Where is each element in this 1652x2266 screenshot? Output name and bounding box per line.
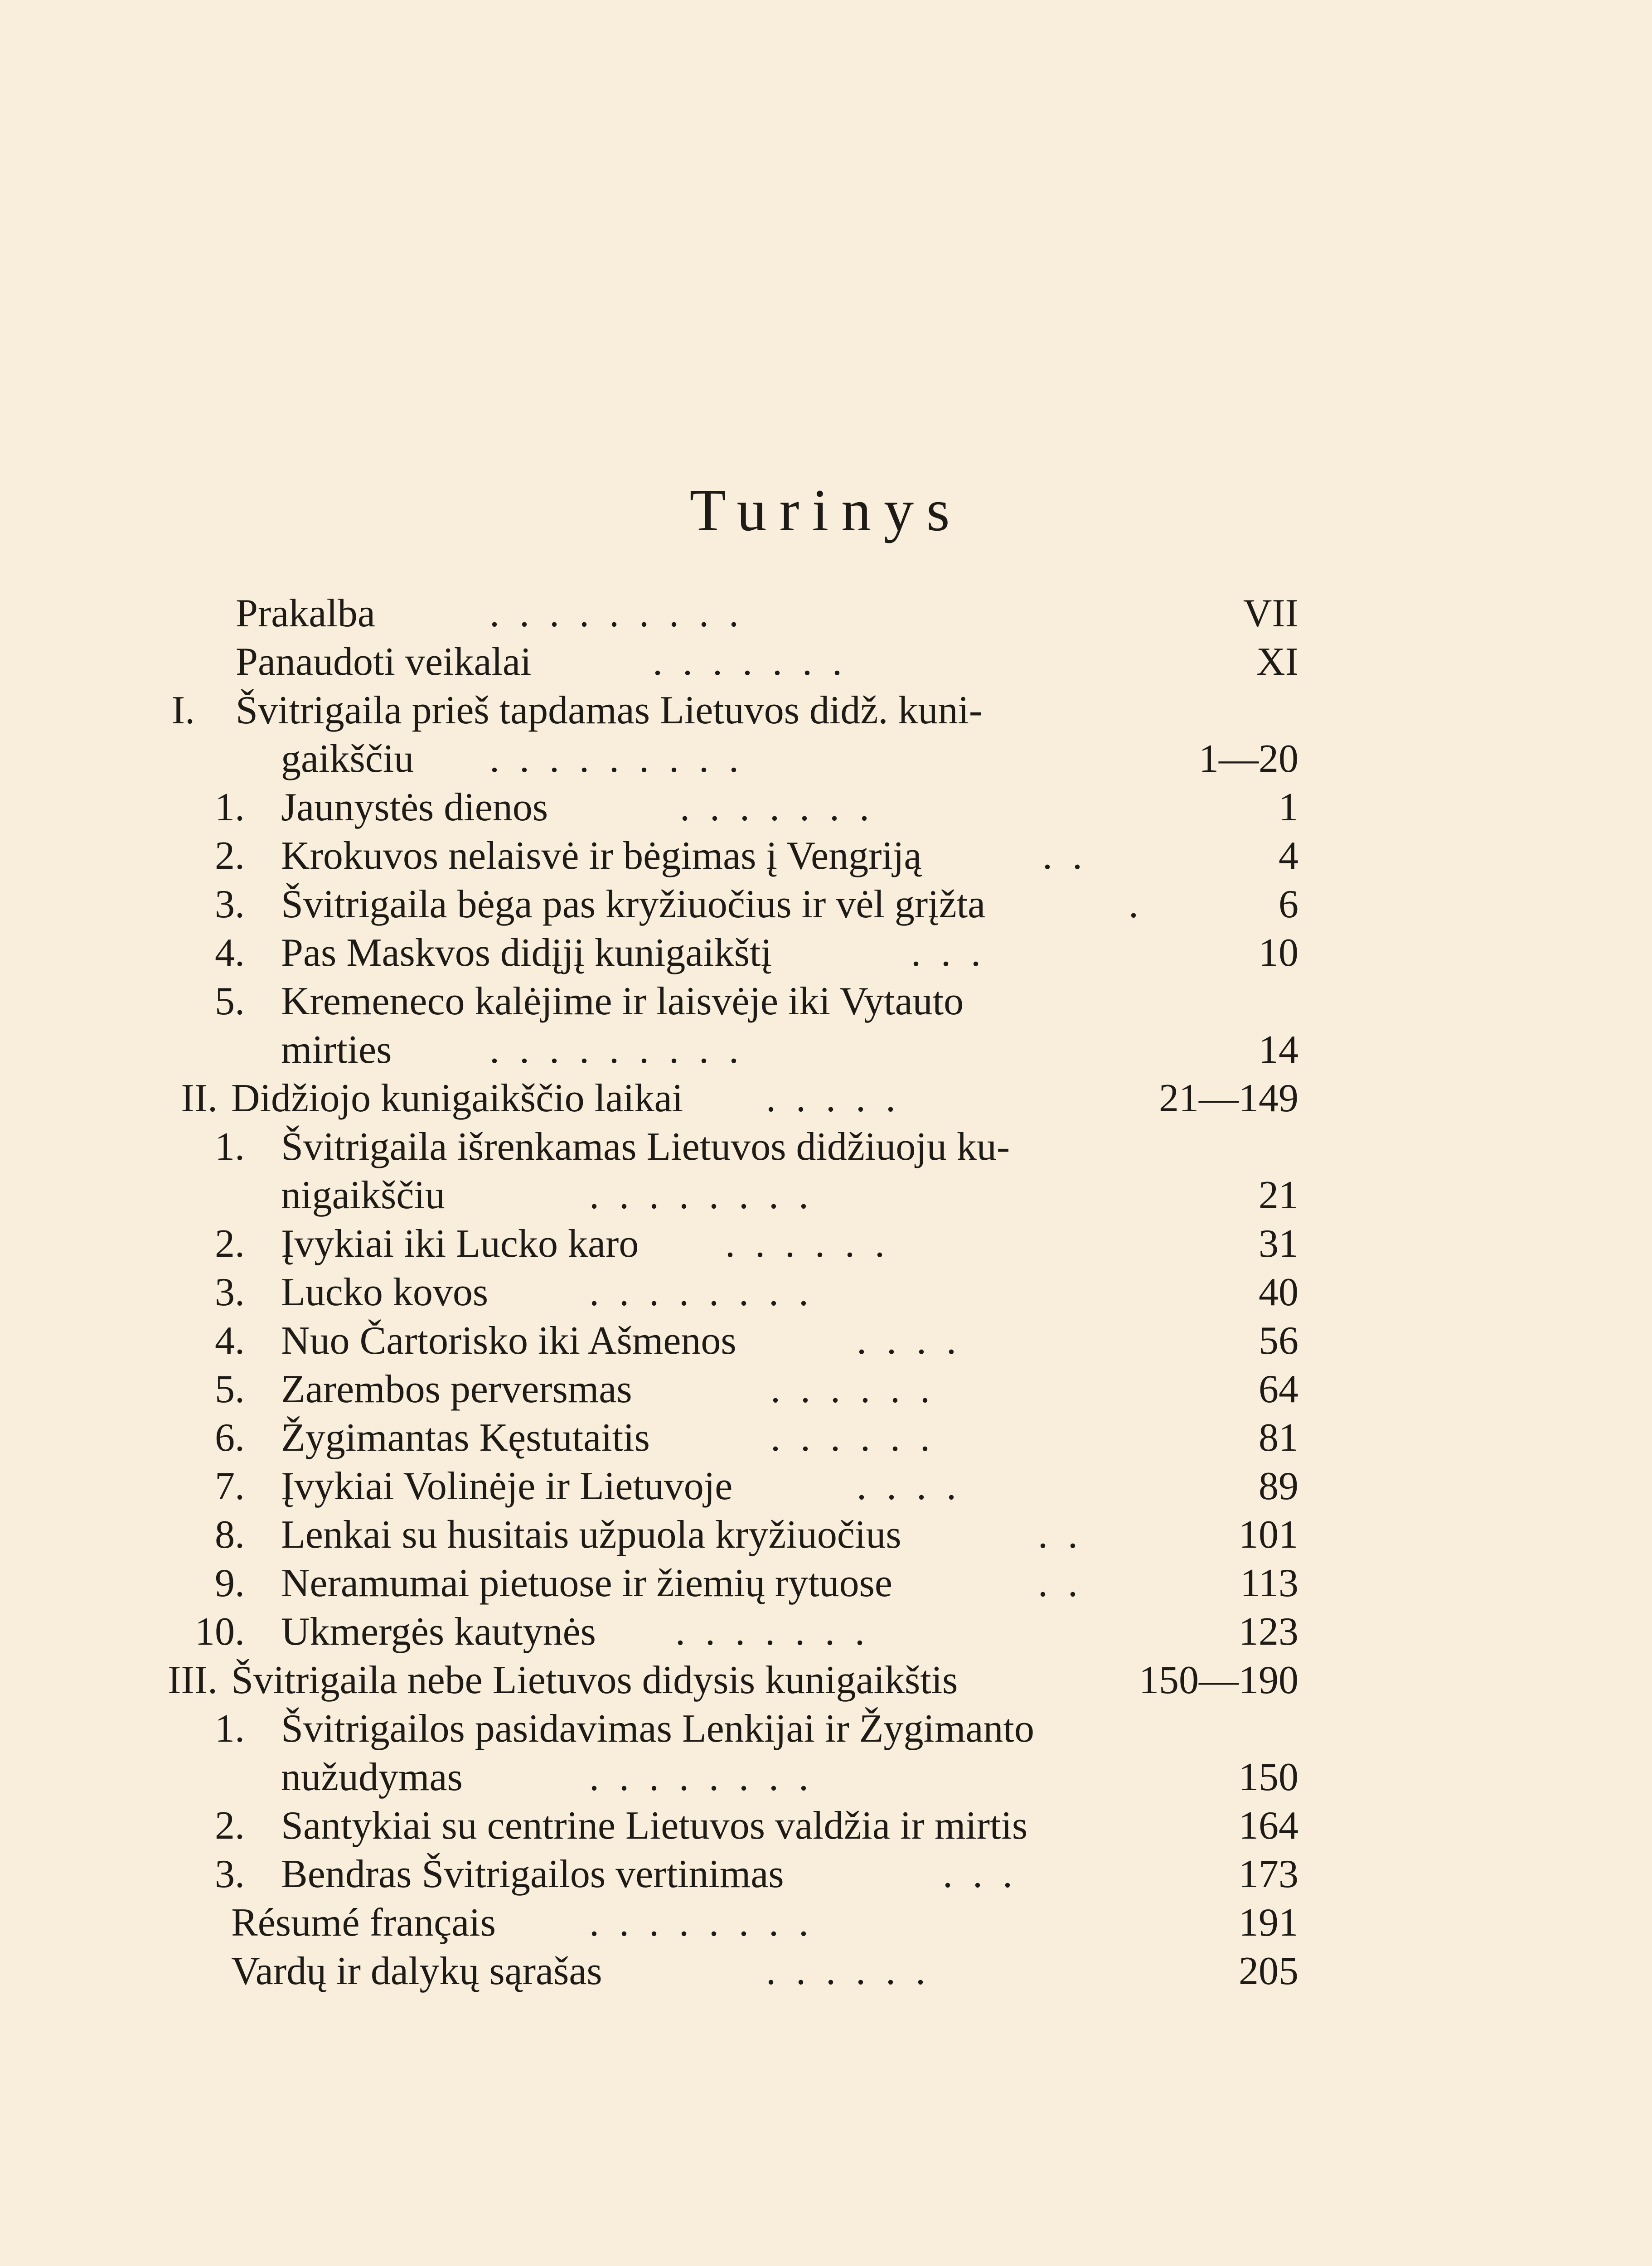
toc-entry-title: Jaunystės dienos — [281, 785, 548, 829]
toc-entry-title: Švitrigaila bėga pas kryžiuočius ir vėl grįžta — [281, 882, 986, 926]
toc-entry — [0, 1511, 1652, 1559]
toc-entry — [0, 686, 1652, 735]
toc-entry — [0, 977, 1652, 1026]
toc-entry-title: Nuo Čartorisko iki Ašmenos — [281, 1319, 736, 1363]
toc-entry — [0, 1947, 1652, 1995]
toc-entry-title: Bendras Švitrigailos vertinimas — [281, 1852, 784, 1896]
toc-entry-title: Švitrigaila nebe Lietuvos didysis kunigaikštis — [231, 1658, 958, 1702]
toc-entry-page: 56 — [1259, 1319, 1298, 1363]
toc-entry-page: 123 — [1239, 1610, 1298, 1654]
toc-entry-number: 10. — [195, 1610, 245, 1654]
toc-entry-leader-dots: . . — [1042, 834, 1082, 878]
toc-entry-number: III. — [168, 1658, 218, 1702]
toc-entry-title: Prakalba — [236, 591, 375, 635]
toc-entry-number: 1. — [215, 1707, 245, 1751]
toc-entry-page: XI — [1256, 640, 1298, 684]
page-title: Turinys — [689, 477, 963, 543]
toc-entry-title: Panaudoti veikalai — [236, 640, 532, 684]
toc-entry-leader-dots: . . . . . . — [766, 1949, 925, 1993]
toc-entry-leader-dots: . . . . . . — [725, 1222, 885, 1266]
toc-entry — [0, 1317, 1652, 1365]
toc-entry-leader-dots: . . . . . . . — [680, 785, 869, 829]
toc-entry-number: 5. — [215, 1367, 245, 1411]
toc-entry-page: 64 — [1259, 1367, 1298, 1411]
toc-entry-page: 89 — [1259, 1464, 1298, 1508]
toc-entry-leader-dots: . . . — [911, 931, 981, 975]
toc-entry-number: I. — [171, 688, 195, 732]
toc-entry-title: Lenkai su husitais užpuola kryžiuočius — [281, 1513, 901, 1557]
toc-entry-title: Neramumai pietuose ir žiemių rytuose — [281, 1561, 892, 1605]
toc-entry-number: 2. — [215, 1222, 245, 1266]
toc-entry-number: 2. — [215, 1804, 245, 1848]
toc-entry-title: Didžiojo kunigaikščio laikai — [231, 1076, 683, 1120]
toc-entry-title: Ukmergės kautynės — [281, 1610, 596, 1654]
toc-entry-title: Résumé français — [231, 1901, 496, 1945]
toc-entry — [0, 1074, 1652, 1123]
toc-entry-leader-dots: . . . . . . . . . — [489, 591, 739, 635]
toc-entry-page: 173 — [1239, 1852, 1298, 1896]
toc-entry-title: Krokuvos nelaisvė ir bėgimas į Vengriją — [281, 834, 922, 878]
toc-entry-page: 31 — [1259, 1222, 1298, 1266]
toc-entry-leader-dots: . . . . . — [766, 1076, 896, 1120]
toc-entry-leader-dots: . . . . . . . — [653, 640, 842, 684]
toc-entry-page: 14 — [1259, 1028, 1298, 1072]
toc-entry-leader-dots: . . . — [943, 1852, 1013, 1896]
toc-entry-number: 8. — [215, 1513, 245, 1557]
toc-entry-page: 101 — [1239, 1513, 1298, 1557]
toc-entry-number: 4. — [215, 1319, 245, 1363]
toc-entry — [0, 1559, 1652, 1608]
toc-entry — [0, 1220, 1652, 1268]
toc-entry-title: Pas Maskvos didįjį kunigaikštį — [281, 931, 772, 975]
toc-entry — [0, 735, 1652, 783]
toc-entry-title: nužudymas — [281, 1755, 463, 1799]
toc-entry-title: nigaikščiu — [281, 1173, 445, 1217]
toc-entry-leader-dots: . . . . . . — [770, 1416, 930, 1460]
toc-entry-leader-dots: . . . . . . . — [675, 1610, 865, 1654]
toc-entry-leader-dots: . . . . . . — [770, 1367, 930, 1411]
toc-entry-title: Įvykiai Volinėje ir Lietuvoje — [281, 1464, 733, 1508]
toc-entry — [0, 1026, 1652, 1074]
toc-entry-number: 3. — [215, 1270, 245, 1314]
toc-entry-page: 81 — [1259, 1416, 1298, 1460]
toc-entry — [0, 1608, 1652, 1656]
toc-entry-title: Švitrigailos pasidavimas Lenkijai ir Žygimanto — [281, 1707, 1034, 1751]
toc-entry — [0, 880, 1652, 929]
toc-entry-page: 1 — [1279, 785, 1298, 829]
toc-entry — [0, 1753, 1652, 1801]
toc-entry-title: Švitrigaila prieš tapdamas Lietuvos didž. kuni- — [236, 688, 983, 732]
toc-entry-title: Lucko kovos — [281, 1270, 489, 1314]
toc-entry-leader-dots: . . — [1038, 1513, 1078, 1557]
toc-entry-number: 2. — [215, 834, 245, 878]
toc-entry-page: 40 — [1259, 1270, 1298, 1314]
toc-entry-page: 150—190 — [1139, 1658, 1298, 1702]
toc-entry — [0, 638, 1652, 686]
toc-entry-leader-dots: . . . . . . . . . — [489, 1028, 739, 1072]
toc-entry-title: Vardų ir dalykų sąrašas — [231, 1949, 602, 1993]
toc-entry-page: 191 — [1239, 1901, 1298, 1945]
toc-entry-number: II. — [181, 1076, 218, 1120]
toc-entry — [0, 1656, 1652, 1704]
toc-entry-number: 1. — [215, 785, 245, 829]
toc-entry-page: 4 — [1279, 834, 1298, 878]
toc-entry-page: 21—149 — [1159, 1076, 1298, 1120]
toc-entry-title: mirties — [281, 1028, 392, 1072]
toc-entry — [0, 783, 1652, 832]
toc-entry-page: 21 — [1259, 1173, 1298, 1217]
toc-entry-page: 1—20 — [1199, 737, 1298, 781]
toc-entry-page: 6 — [1279, 882, 1298, 926]
toc-entry — [0, 1123, 1652, 1171]
toc-entry-leader-dots: . . . . — [857, 1464, 956, 1508]
toc-entry-leader-dots: . . . . . . . . — [589, 1901, 809, 1945]
toc-entry — [0, 832, 1652, 880]
toc-entry-page: VII — [1243, 591, 1298, 635]
toc-entry-leader-dots: . . . . . . . . — [589, 1270, 809, 1314]
toc-entry-number: 9. — [215, 1561, 245, 1605]
toc-entry-title: Kremeneco kalėjime ir laisvėje iki Vytauto — [281, 979, 964, 1023]
toc-entry — [0, 1414, 1652, 1462]
toc-entry-leader-dots: . — [1129, 882, 1138, 926]
toc-entry-page: 10 — [1259, 931, 1298, 975]
toc-entry — [0, 929, 1652, 977]
toc-entry — [0, 1365, 1652, 1414]
toc-entry-number: 1. — [215, 1125, 245, 1169]
toc-entry — [0, 1268, 1652, 1317]
toc-entry-title: Švitrigaila išrenkamas Lietuvos didžiuoju ku- — [281, 1125, 1010, 1169]
toc-entry-title: Žygimantas Kęstutaitis — [281, 1416, 650, 1460]
toc-entry-title: Santykiai su centrine Lietuvos valdžia ir mirtis — [281, 1804, 1028, 1848]
toc-entry-title: Įvykiai iki Lucko karo — [281, 1222, 639, 1266]
toc-entry — [0, 589, 1652, 638]
toc-entry-number: 6. — [215, 1416, 245, 1460]
toc-entry-leader-dots: . . . . . . . . — [589, 1755, 809, 1799]
toc-entry — [0, 1462, 1652, 1511]
toc-entry — [0, 1801, 1652, 1850]
toc-entry — [0, 1704, 1652, 1753]
toc-entry-title: Zarembos perversmas — [281, 1367, 632, 1411]
toc-entry-page: 150 — [1239, 1755, 1298, 1799]
toc-entry-leader-dots: . . . . . . . . . — [489, 737, 739, 781]
toc-entry-leader-dots: . . . . . . . . — [589, 1173, 809, 1217]
toc-entry — [0, 1171, 1652, 1220]
toc-entry-number: 5. — [215, 979, 245, 1023]
toc-entry-title: gaikščiu — [281, 737, 414, 781]
toc-entry-number: 3. — [215, 882, 245, 926]
toc-entry-number: 3. — [215, 1852, 245, 1896]
toc-entry-page: 205 — [1239, 1949, 1298, 1993]
toc-entry — [0, 1898, 1652, 1947]
toc-entry — [0, 1850, 1652, 1898]
toc-entry-leader-dots: . . . . — [857, 1319, 956, 1363]
toc-entry-leader-dots: . . — [1038, 1561, 1078, 1605]
toc-entry-page: 164 — [1239, 1804, 1298, 1848]
toc-entry-number: 4. — [215, 931, 245, 975]
toc-entry-number: 7. — [215, 1464, 245, 1508]
toc-entry-page: 113 — [1240, 1561, 1298, 1605]
